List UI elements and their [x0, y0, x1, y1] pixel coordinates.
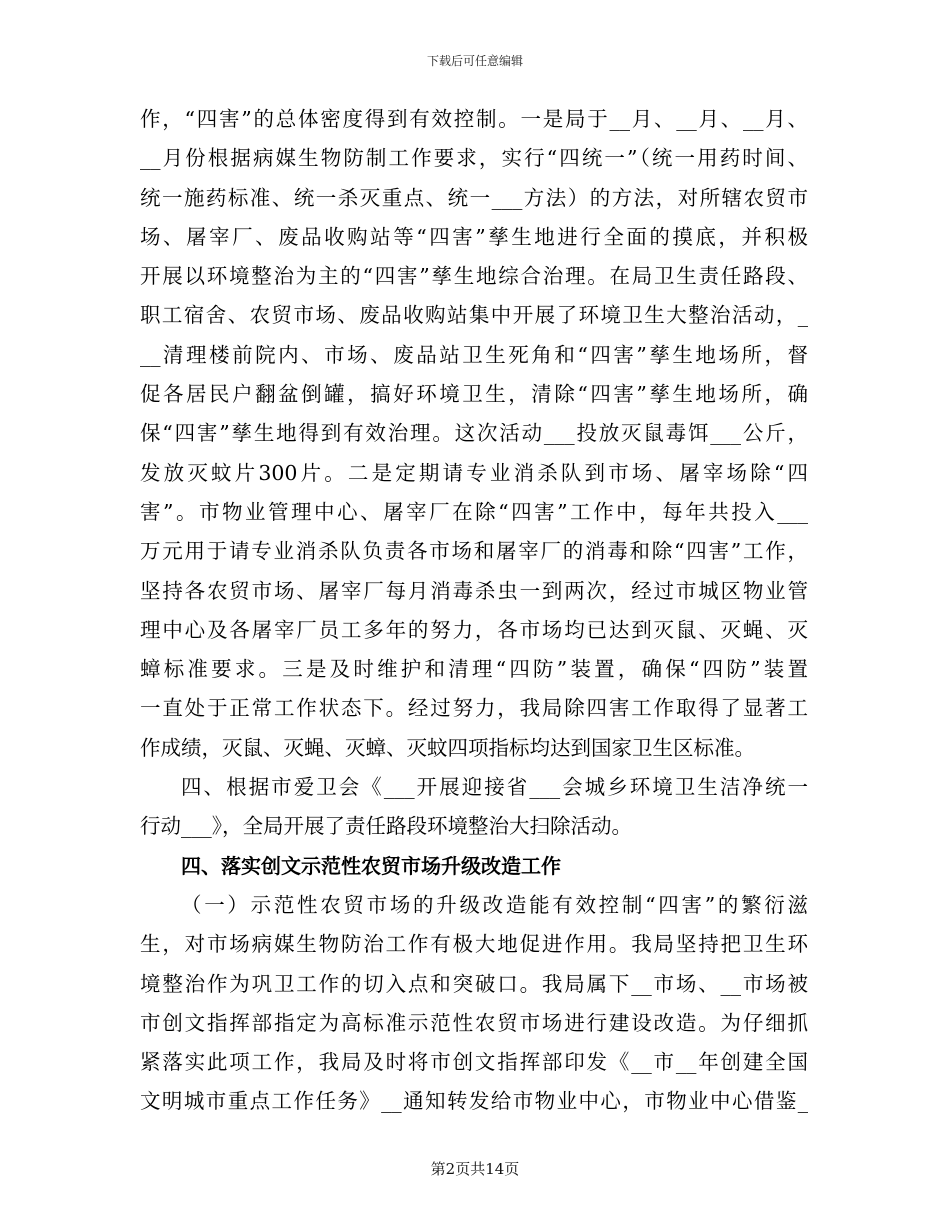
- text-line: 作成绩，灭鼠、灭蝇、灭蟑、灭蚊四项指标均达到国家卫生区标准。: [140, 735, 755, 760]
- text-line: __清理楼前院内、市场、废品站卫生死角和“四害”孳生地场所，督: [140, 342, 808, 367]
- section-heading: 四、落实创文示范性农贸市场升级改造工作: [181, 853, 561, 878]
- text-line: 境整治作为巩卫工作的切入点和突破口。我局属下__市场、__市场被: [140, 971, 808, 996]
- text-line: 理中心及各屠宰厂员工多年的努力，各市场均已达到灭鼠、灭蝇、灭: [140, 617, 808, 642]
- text-line: 市创文指挥部指定为高标准示范性农贸市场进行建设改造。为仔细抓: [140, 1010, 808, 1035]
- text-line: 文明城市重点工作任务》__通知转发给市物业中心，市物业中心借鉴_: [140, 1089, 808, 1114]
- text-line: （一）示范性农贸市场的升级改造能有效控制“四害”的繁衍滋: [181, 892, 808, 917]
- page-header: 下载后可任意编辑: [426, 54, 523, 68]
- paragraph-2: [140, 768, 808, 847]
- text-line: 发放灭蚊片300片。二是定期请专业消杀队到市场、屠宰场除“四: [140, 460, 808, 485]
- text-line: 促各居民户翻盆倒罐，搞好环境卫生，清除“四害”孳生地场所，确: [140, 382, 808, 407]
- text-line: 紧落实此项工作，我局及时将市创文指挥部印发《__市__年创建全国: [140, 1050, 808, 1075]
- text-line: 生，对市场病媒生物防治工作有极大地促进作用。我局坚持把卫生环: [140, 932, 808, 957]
- text-line: 一直处于正常工作状态下。经过努力，我局除四害工作取得了显著工: [140, 696, 808, 721]
- text-line: 统一施药标准、统一杀灭重点、统一___方法）的方法，对所辖农贸市: [140, 185, 808, 210]
- text-line: 开展以环境整治为主的“四害”孳生地综合治理。在局卫生责任路段、: [140, 264, 808, 289]
- text-line: 行动___》，全局开展了责任路段环境整治大扫除活动。: [140, 814, 632, 839]
- page-footer: 第2页共14页: [430, 1160, 520, 1178]
- text-line: 坚持各农贸市场、屠宰厂每月消毒杀虫一到两次，经过市城区物业管: [140, 578, 808, 603]
- text-line: 职工宿舍、农贸市场、废品收购站集中开展了环境卫生大整治活动，_: [140, 303, 808, 328]
- paragraph-3: [140, 886, 808, 1122]
- text-line: 保“四害”孳生地得到有效治理。这次活动___投放灭鼠毒饵___公斤，: [140, 421, 808, 446]
- text-line: 作，“四害”的总体密度得到有效控制。一是局于__月、__月、__月、: [140, 107, 808, 131]
- text-line: __月份根据病媒生物防制工作要求，实行“四统一”（统一用药时间、: [140, 146, 808, 171]
- text-line: 四、根据市爱卫会《___开展迎接省___会城乡环境卫生洁净统一: [181, 775, 808, 800]
- document-body: [140, 100, 808, 1122]
- text-line: 场、屠宰厂、废品收购站等“四害”孳生地进行全面的摸底，并积极: [140, 224, 808, 249]
- text-line: 害”。市物业管理中心、屠宰厂在除“四害”工作中，每年共投入___: [140, 499, 808, 524]
- text-line: 蟑标准要求。三是及时维护和清理“四防”装置，确保“四防”装置: [140, 657, 808, 682]
- text-line: 万元用于请专业消杀队负责各市场和屠宰厂的消毒和除“四害”工作，: [140, 539, 808, 564]
- paragraph-1: [140, 100, 808, 768]
